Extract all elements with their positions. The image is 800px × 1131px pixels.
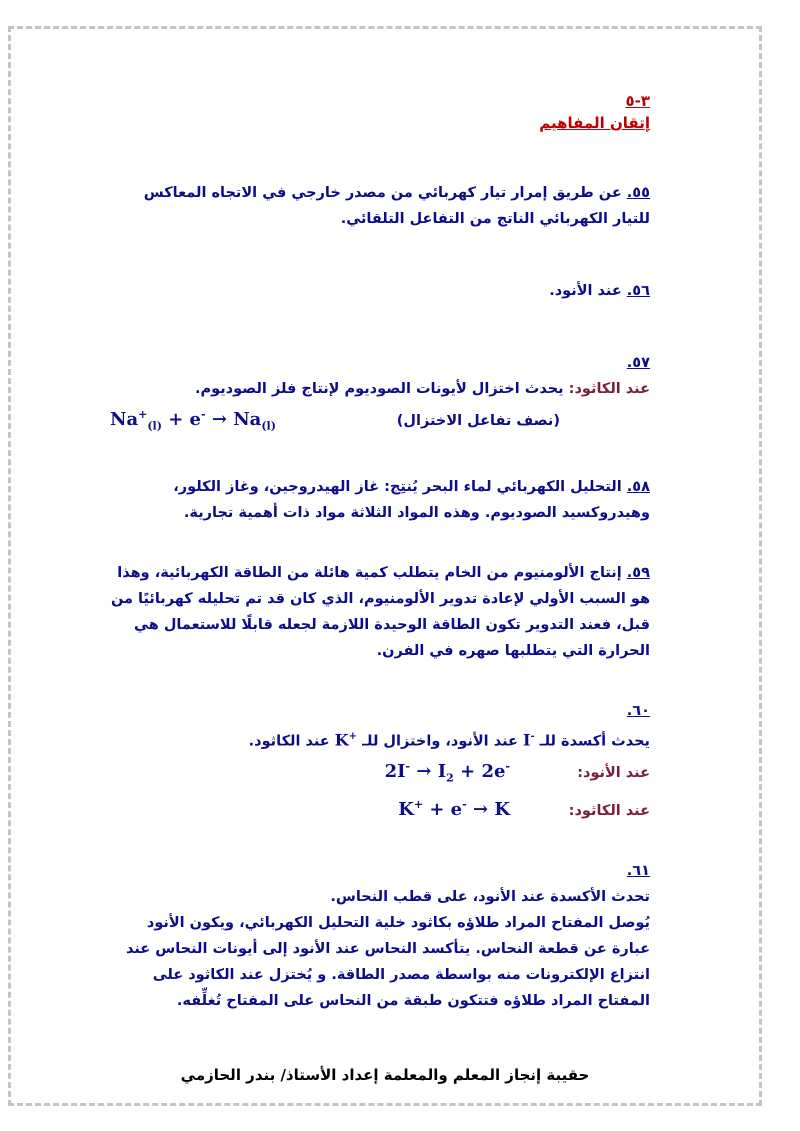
question-number: ٦٠. xyxy=(626,702,650,719)
question-number: ٥٥. xyxy=(626,185,650,201)
question-number: ٥٦. xyxy=(626,283,650,299)
anode-equation: $2I^- \to I_2 + 2e^-$ xyxy=(384,759,510,785)
answer-55 xyxy=(110,180,650,232)
anode-label: عند الأنود: xyxy=(577,764,650,781)
cathode-equation: K+ + e- → K xyxy=(398,797,510,820)
answer-text: إنتاج الألومنيوم من الخام يتطلب كمية هائلة من الطاقة الكهربائية، وهذا هو السبب الأولي لإعادة تدوير الألومنيوم، الذي كان قد تم تحليله كهربائيًا من قبل، فعند التدوير تكون الطاقة الوحيدة اللازمة لجعله قابلًا للاستعمال هي الحرارة التي يتطلبها صهره في الفرن. xyxy=(110,564,650,659)
answer-text: يُوصل المفتاح المراد طلاؤه بكاثود خلية التحليل الكهربائي، ويكون الأنود عبارة عن قطعة النحاس. يتأكسد النحاس عند الأنود إلى أيونات النحاس عند انتزاع الإلكترونات منه بواسطة مصدر الطاقة. و يُختزل عند الكاثود على المفتاح المراد طلاؤه فتتكون طبقة من النحاس على المفتاح تُغلِّفه. xyxy=(125,914,650,1009)
cathode-text: يحدث اختزال لأيونات الصوديوم لإنتاج فلز الصوديوم. xyxy=(194,381,569,397)
answer-text: التحليل الكهربائي لماء البحر يُنتِج: غاز الهيدروجين، وغاز الكلور، وهيدروكسيد الصوديوم. وهذه المواد الثلاثة مواد ذات أهمية تجارية. xyxy=(173,478,650,521)
cathode-row xyxy=(110,792,650,824)
answer-60 xyxy=(110,698,650,824)
answer-text: عند الأنود. xyxy=(549,283,627,299)
answer-line: تحدث الأكسدة عند الأنود، على قطب النحاس. xyxy=(330,888,650,905)
answer-61 xyxy=(110,858,650,1014)
redox-statement: يحدث أكسدة للـ I- عند الأنود، واختزال للـ K+ عند الكاثود. xyxy=(110,724,650,754)
answer-58 xyxy=(110,474,650,526)
iodide-ion: I- xyxy=(522,729,535,749)
cathode-label: عند الكاثود: xyxy=(568,381,650,397)
question-number: ٥٧. xyxy=(626,355,650,371)
page-footer: حقيبة إنجاز المعلم والمعلمة إعداد الأستاذ/ بندر الحازمي xyxy=(180,1066,590,1084)
section-title: إتقان المفاهيم xyxy=(539,114,650,132)
half-reaction-label: (نصف تفاعل الاختزال) xyxy=(396,413,560,429)
answer-56 xyxy=(110,278,650,304)
answer-57 xyxy=(110,350,650,440)
potassium-ion: K+ xyxy=(334,729,358,749)
anode-row xyxy=(110,754,650,792)
answer-text: عن طريق إمرار تيار كهربائي من مصدر خارجي في الاتجاه المعاكس للتيار الكهربائي الناتج من التفاعل التلقائي. xyxy=(143,185,650,227)
section-number: ٣-٥ xyxy=(625,92,650,110)
question-number: ٥٨. xyxy=(626,478,650,495)
sodium-reduction-equation: $Na^+_{(l)} + e^- \to Na_{(l)}$ xyxy=(110,408,276,433)
answer-59 xyxy=(110,560,650,664)
question-number: ٦١. xyxy=(626,862,650,879)
cathode-label: عند الكاثود: xyxy=(568,802,650,819)
answers-content xyxy=(110,90,650,1014)
question-number: ٥٩. xyxy=(626,564,650,581)
